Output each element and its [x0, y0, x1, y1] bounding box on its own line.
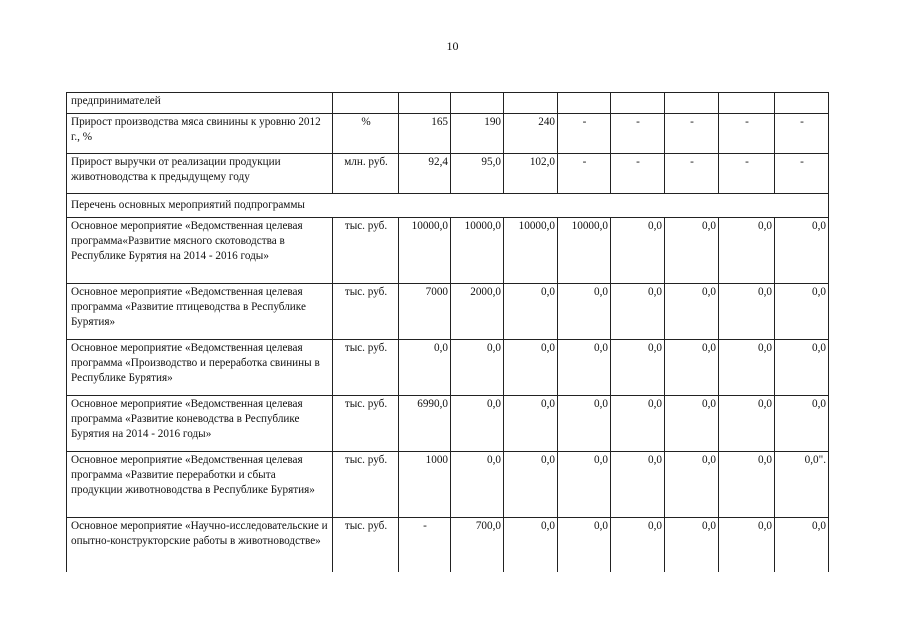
table-row [67, 218, 829, 284]
value-cell: 0,0 [558, 518, 611, 572]
table-row [67, 284, 829, 340]
table-row [67, 340, 829, 396]
value-cell: - [558, 114, 611, 154]
value-cell: 0,0". [775, 452, 829, 518]
table-body [67, 93, 829, 572]
unit-cell: тыс. руб. [333, 340, 399, 396]
value-cell: 0,0 [611, 452, 665, 518]
value-cell: - [611, 154, 665, 194]
value-cell: 0,0 [558, 396, 611, 452]
value-cell: 0,0 [719, 218, 775, 284]
row-name-cell: Основное мероприятие «Ведомственная целевая программа «Развитие птицеводства в Республике Бурятия» [67, 284, 333, 340]
value-cell: 0,0 [504, 452, 558, 518]
value-cell [611, 93, 665, 114]
value-cell: 0,0 [719, 452, 775, 518]
value-cell: 10000,0 [451, 218, 504, 284]
value-cell: 0,0 [665, 340, 719, 396]
value-cell: 0,0 [611, 518, 665, 572]
value-cell: 0,0 [451, 340, 504, 396]
value-cell: 10000,0 [558, 218, 611, 284]
value-cell: - [719, 154, 775, 194]
value-cell: 0,0 [611, 218, 665, 284]
row-name-cell: Основное мероприятие «Ведомственная целевая программа «Производство и переработка свинины в Республике Бурятия» [67, 340, 333, 396]
value-cell: 0,0 [451, 452, 504, 518]
value-cell: 0,0 [611, 340, 665, 396]
value-cell: 0,0 [665, 218, 719, 284]
value-cell: 0,0 [665, 452, 719, 518]
unit-cell: тыс. руб. [333, 218, 399, 284]
value-cell: 0,0 [719, 396, 775, 452]
value-cell: - [558, 154, 611, 194]
value-cell: 0,0 [775, 340, 829, 396]
value-cell: 0,0 [775, 218, 829, 284]
value-cell [451, 93, 504, 114]
value-cell: 0,0 [399, 340, 451, 396]
value-cell: 0,0 [665, 518, 719, 572]
table-row [67, 93, 829, 114]
value-cell: 0,0 [719, 340, 775, 396]
unit-cell: тыс. руб. [333, 284, 399, 340]
value-cell [775, 93, 829, 114]
value-cell: 1000 [399, 452, 451, 518]
value-cell: 0,0 [719, 284, 775, 340]
row-name-cell: Основное мероприятие «Научно-исследовательские и опытно-конструкторские работы в животноводстве» [67, 518, 333, 572]
value-cell: 0,0 [775, 284, 829, 340]
row-name-cell: Основное мероприятие «Ведомственная целевая программа «Развитие коневодства в Республике Бурятия на 2014 - 2016 годы» [67, 396, 333, 452]
unit-cell: тыс. руб. [333, 396, 399, 452]
value-cell: 165 [399, 114, 451, 154]
value-cell: 0,0 [611, 396, 665, 452]
value-cell: - [775, 154, 829, 194]
value-cell: 0,0 [611, 284, 665, 340]
value-cell: 10000,0 [399, 218, 451, 284]
unit-cell: тыс. руб. [333, 518, 399, 572]
table-row [67, 518, 829, 572]
table-row [67, 154, 829, 194]
value-cell: 190 [451, 114, 504, 154]
value-cell: 0,0 [504, 396, 558, 452]
value-cell [665, 93, 719, 114]
value-cell [719, 93, 775, 114]
value-cell [558, 93, 611, 114]
value-cell: 0,0 [451, 396, 504, 452]
value-cell: 95,0 [451, 154, 504, 194]
value-cell: 0,0 [665, 396, 719, 452]
value-cell: 92,4 [399, 154, 451, 194]
row-name-cell: Основное мероприятие «Ведомственная целевая программа«Развитие мясного скотоводства в Республике Бурятия на 2014 - 2016 годы» [67, 218, 333, 284]
value-cell: - [611, 114, 665, 154]
value-cell: 0,0 [504, 284, 558, 340]
value-cell: 0,0 [558, 452, 611, 518]
section-row [67, 194, 829, 218]
value-cell: - [775, 114, 829, 154]
value-cell: 102,0 [504, 154, 558, 194]
unit-cell: тыс. руб. [333, 452, 399, 518]
row-name-cell: Прирост производства мяса свинины к уровню 2012 г., % [67, 114, 333, 154]
value-cell: - [719, 114, 775, 154]
table-row [67, 452, 829, 518]
row-name-cell: предпринимателей [67, 93, 333, 114]
value-cell: - [665, 154, 719, 194]
table-row [67, 114, 829, 154]
value-cell: 0,0 [665, 284, 719, 340]
unit-cell: млн. руб. [333, 154, 399, 194]
value-cell: 0,0 [775, 518, 829, 572]
program-indicators-table [66, 92, 829, 572]
value-cell [399, 93, 451, 114]
value-cell: 0,0 [775, 396, 829, 452]
value-cell: 700,0 [451, 518, 504, 572]
row-name-cell: Основное мероприятие «Ведомственная целевая программа «Развитие переработки и сбыта продукции животноводства в Республике Бурятия» [67, 452, 333, 518]
unit-cell: % [333, 114, 399, 154]
value-cell: - [665, 114, 719, 154]
value-cell: 0,0 [504, 518, 558, 572]
value-cell: 0,0 [504, 340, 558, 396]
page-number: 10 [446, 39, 459, 53]
unit-cell [333, 93, 399, 114]
value-cell: 7000 [399, 284, 451, 340]
value-cell: 6990,0 [399, 396, 451, 452]
section-heading: Перечень основных мероприятий подпрограммы [67, 194, 829, 218]
value-cell: 240 [504, 114, 558, 154]
row-name-cell: Прирост выручки от реализации продукции животноводства к предыдущему году [67, 154, 333, 194]
value-cell: 0,0 [719, 518, 775, 572]
table-row [67, 396, 829, 452]
value-cell: 0,0 [558, 340, 611, 396]
value-cell [504, 93, 558, 114]
value-cell: - [399, 518, 451, 572]
value-cell: 10000,0 [504, 218, 558, 284]
value-cell: 2000,0 [451, 284, 504, 340]
value-cell: 0,0 [558, 284, 611, 340]
